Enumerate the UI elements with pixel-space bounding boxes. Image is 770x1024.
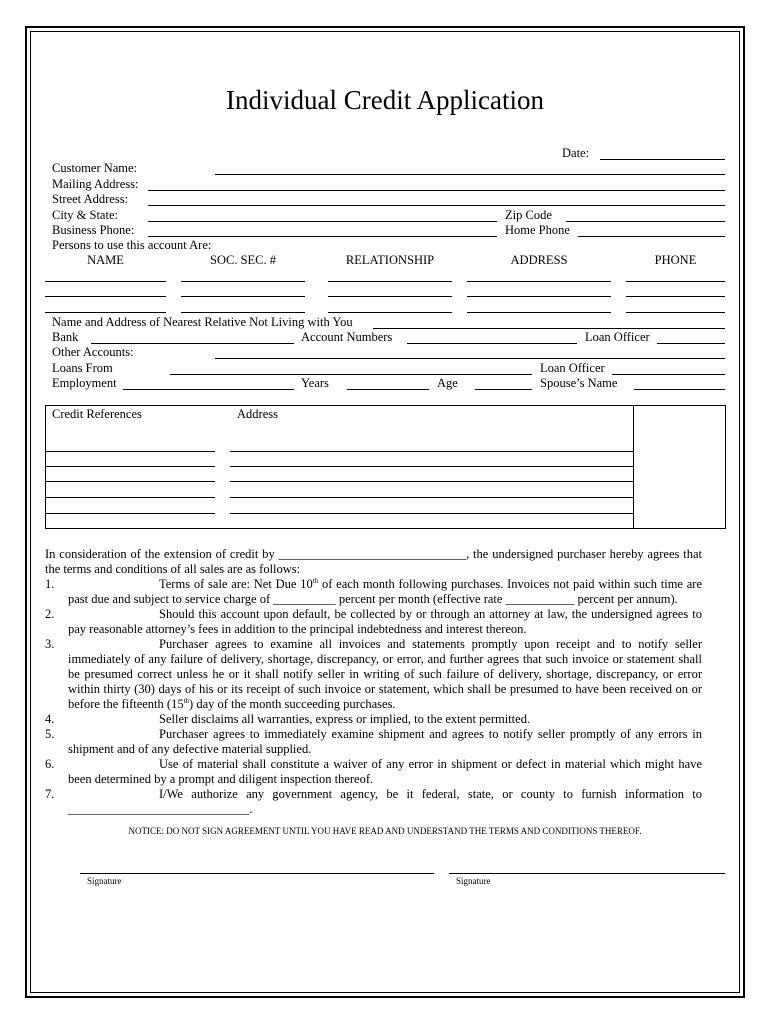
home-phone-label: Home Phone xyxy=(505,223,570,237)
person-1-phone-field[interactable] xyxy=(626,281,725,282)
term-3-line2: immediately of any failure of delivery, shortage, discrepancy, or error, and further agrees that such invoice or statement shall xyxy=(68,652,702,666)
col-address-header: ADDRESS xyxy=(510,253,568,267)
employment-field[interactable] xyxy=(123,389,294,390)
nearest-relative-field[interactable] xyxy=(373,328,725,329)
bank-label: Bank xyxy=(52,330,79,344)
reference-2-name-field[interactable] xyxy=(45,466,215,467)
loan-officer2-label: Loan Officer xyxy=(540,361,605,375)
term-3-line4: within thirty (30) days of his or its receipt of such invoice or statement, which shall be presumed to have been received on or xyxy=(68,682,702,696)
term-6-line2: been determined by a prompt and diligent inspection thereof. xyxy=(68,772,374,786)
account-numbers-field[interactable] xyxy=(407,343,577,344)
street-address-field[interactable] xyxy=(148,205,725,206)
credit-references-address-heading: Address xyxy=(237,407,278,421)
reference-4-name-field[interactable] xyxy=(45,497,215,498)
term-2-number: 2. xyxy=(45,607,55,621)
customer-name-field[interactable] xyxy=(215,174,725,175)
employment-label: Employment xyxy=(52,376,117,390)
zip-code-field[interactable] xyxy=(566,221,725,222)
term-3-number: 3. xyxy=(45,637,55,651)
home-phone-field[interactable] xyxy=(578,236,725,237)
term-6-line1: Use of material shall constitute a waiver of any error in shipment or defect in material which might have xyxy=(159,757,702,771)
date-field[interactable] xyxy=(600,159,725,160)
city-state-field[interactable] xyxy=(148,221,497,222)
reference-5-address-field[interactable] xyxy=(230,513,633,514)
term-1-number: 1. xyxy=(45,577,55,591)
person-1-relationship-field[interactable] xyxy=(328,281,452,282)
term-2-line1: Should this account upon default, be collected by or through an attorney at law, the undersigned agrees to xyxy=(159,607,702,621)
reference-1-name-field[interactable] xyxy=(45,451,215,452)
mailing-address-field[interactable] xyxy=(148,190,725,191)
person-2-relationship-field[interactable] xyxy=(328,296,452,297)
term-6-number: 6. xyxy=(45,757,55,771)
customer-name-label: Customer Name: xyxy=(52,161,138,175)
reference-2-address-field[interactable] xyxy=(230,466,633,467)
person-1-name-field[interactable] xyxy=(45,281,166,282)
credit-references-box xyxy=(45,405,726,529)
date-label: Date: xyxy=(562,146,590,160)
person-2-address-field[interactable] xyxy=(467,296,611,297)
loan-officer-field[interactable] xyxy=(657,343,725,344)
loans-from-label: Loans From xyxy=(52,361,113,375)
person-3-relationship-field[interactable] xyxy=(328,312,452,313)
credit-references-heading: Credit References xyxy=(52,407,142,421)
person-2-name-field[interactable] xyxy=(45,296,166,297)
person-3-address-field[interactable] xyxy=(467,312,611,313)
terms-intro-line1: In consideration of the extension of credit by ______________________________, the undersigned purchaser hereby agrees that xyxy=(45,547,702,561)
other-accounts-field[interactable] xyxy=(215,358,725,359)
nearest-relative-label: Name and Address of Nearest Relative Not Living with You xyxy=(52,315,353,329)
reference-3-name-field[interactable] xyxy=(45,481,215,482)
persons-label: Persons to use this account Are: xyxy=(52,238,212,252)
term-4-number: 4. xyxy=(45,712,55,726)
reference-4-address-field[interactable] xyxy=(230,497,633,498)
business-phone-field[interactable] xyxy=(148,236,497,237)
credit-references-side-box xyxy=(633,405,726,529)
term-3-line1: Purchaser agrees to examine all invoices and statements promptly upon receipt and to notify seller xyxy=(159,637,702,651)
person-3-phone-field[interactable] xyxy=(626,312,725,313)
person-1-address-field[interactable] xyxy=(467,281,611,282)
term-2-line2: pay reasonable attorney’s fees in addition to the principal indebtedness and interest thereon. xyxy=(68,622,527,636)
reference-3-address-field[interactable] xyxy=(230,481,633,482)
bank-field[interactable] xyxy=(91,343,294,344)
terms-intro-line2: the terms and conditions of all sales are as follows: xyxy=(45,562,301,576)
term-7-line1: I/We authorize any government agency, be it federal, state, or county to furnish information to xyxy=(159,787,702,801)
years-label: Years xyxy=(301,376,329,390)
signature-line-right[interactable] xyxy=(449,873,725,874)
col-name-header: NAME xyxy=(87,253,124,267)
term-7-blank[interactable]: _____________________________. xyxy=(68,802,253,816)
person-3-ssn-field[interactable] xyxy=(181,312,305,313)
person-2-ssn-field[interactable] xyxy=(181,296,305,297)
person-2-phone-field[interactable] xyxy=(626,296,725,297)
col-relationship-header: RELATIONSHIP xyxy=(345,253,435,267)
term-1-line2: past due and subject to service charge of __________ percent per month (effective rate ___________ percent per annum). xyxy=(68,592,678,606)
term-5-line1: Purchaser agrees to immediately examine shipment and agrees to notify seller promptly of any errors in xyxy=(159,727,702,741)
term-3-line5: before the fifteenth (15th) day of the month succeeding purchases. xyxy=(68,696,396,711)
city-state-label: City & State: xyxy=(52,208,118,222)
reference-1-address-field[interactable] xyxy=(230,451,633,452)
loan-officer2-field[interactable] xyxy=(612,374,725,375)
term-4-line1: Seller disclaims all warranties, express or implied, to the extent permitted. xyxy=(159,712,531,726)
zip-code-label: Zip Code xyxy=(505,208,552,222)
term-7-number: 7. xyxy=(45,787,55,801)
creditor-blank[interactable]: ______________________________ xyxy=(278,547,467,561)
signature-line-left[interactable] xyxy=(80,873,434,874)
person-3-name-field[interactable] xyxy=(45,312,166,313)
other-accounts-label: Other Accounts: xyxy=(52,345,134,359)
page-title: Individual Credit Application xyxy=(226,85,544,115)
age-label: Age xyxy=(437,376,458,390)
term-5-line2: shipment and of any defective material supplied. xyxy=(68,742,312,756)
col-phone-header: PHONE xyxy=(654,253,697,267)
col-ssn-header: SOC. SEC. # xyxy=(210,253,276,267)
term-3-line3: be presumed correct unless he or it shall notify seller in writing of such failure of delivery, shortage, discrepancy, or error xyxy=(68,667,702,681)
signature-label-left: Signature xyxy=(87,876,122,886)
years-field[interactable] xyxy=(347,389,429,390)
age-field[interactable] xyxy=(475,389,532,390)
term-5-number: 5. xyxy=(45,727,55,741)
mailing-address-label: Mailing Address: xyxy=(52,177,139,191)
signature-label-right: Signature xyxy=(456,876,491,886)
reference-5-name-field[interactable] xyxy=(45,513,215,514)
person-1-ssn-field[interactable] xyxy=(181,281,305,282)
term-1-line1: Terms of sale are: Net Due 10th of each month following purchases. Invoices not paid within such time are xyxy=(159,576,703,591)
spouse-name-label: Spouse’s Name xyxy=(540,376,618,390)
account-numbers-label: Account Numbers xyxy=(301,330,393,344)
spouse-name-field[interactable] xyxy=(634,389,725,390)
street-address-label: Street Address: xyxy=(52,192,129,206)
loan-officer-label: Loan Officer xyxy=(585,330,650,344)
loans-from-field[interactable] xyxy=(170,374,532,375)
notice-text: NOTICE: DO NOT SIGN AGREEMENT UNTIL YOU HAVE READ AND UNDERSTAND THE TERMS AND CONDITIONS THEREOF. xyxy=(128,826,642,836)
business-phone-label: Business Phone: xyxy=(52,223,135,237)
